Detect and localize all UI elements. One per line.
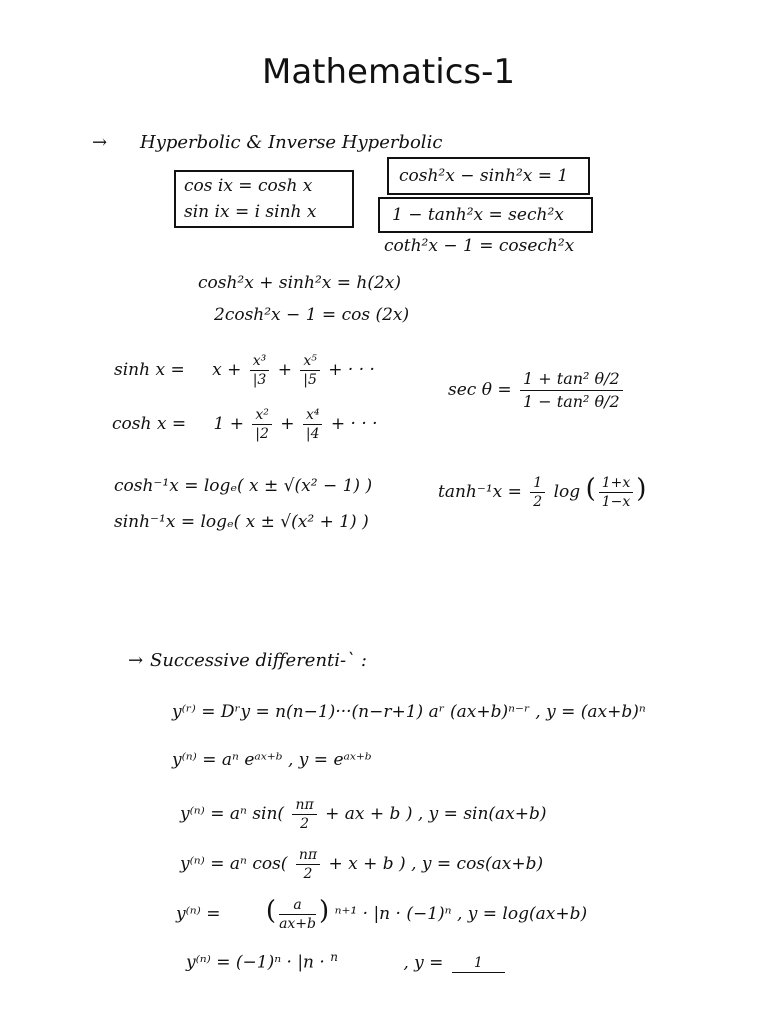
successive-eq-sin-lhs: y⁽ⁿ⁾ = aⁿ sin( <box>180 804 285 824</box>
successive-eq-log-lhs: y⁽ⁿ⁾ = <box>176 904 221 924</box>
series-cosh-lhs: cosh x = <box>112 414 187 434</box>
inverse-tanh-paren-close: ) <box>636 474 647 504</box>
successive-eq-cos-den: 2 <box>303 866 313 882</box>
successive-eq-reciprocal-rhs: , y = <box>403 952 444 973</box>
inverse-tanh-lhs: tanh⁻¹x = <box>438 482 522 502</box>
series-cosh-frac2-den: |4 <box>305 426 320 442</box>
inverse-tanh-inner-frac <box>599 474 634 511</box>
successive-eq-reciprocal-num: 1 <box>452 954 505 973</box>
identity-box-right-1 <box>387 157 590 195</box>
inverse-tanh-half <box>530 474 545 511</box>
successive-eq-reciprocal-sup: n <box>330 950 338 964</box>
series-sinh-lhs: sinh x = <box>114 360 185 380</box>
series-cosh-plus: + <box>280 414 295 434</box>
page-title: Mathematics-1 <box>262 52 516 92</box>
identity-cosh-plus-sinh: cosh²x + sinh²x = h(2x) <box>198 273 402 293</box>
identity-box-right-2 <box>378 197 593 233</box>
series-cosh-frac1-den: |2 <box>255 426 269 442</box>
series-cosh-term1: 1 + <box>213 414 244 434</box>
inverse-tanh-half-den: 2 <box>533 494 543 510</box>
successive-eq-log <box>176 896 587 933</box>
successive-eq-power: y⁽ʳ⁾ = Dʳy = n(n−1)···(n−r+1) aʳ (ax+b)ⁿ⁻ʳ , y = (ax+b)ⁿ <box>172 702 646 722</box>
series-sinh-frac2 <box>300 352 320 389</box>
series-cosh-frac1 <box>252 406 272 443</box>
successive-eq-sin-num: nπ <box>292 796 316 815</box>
inverse-tanh-inner-den: 1−x <box>601 494 631 510</box>
successive-eq-sin-den: 2 <box>300 816 310 832</box>
successive-eq-reciprocal <box>186 950 508 973</box>
series-sinh-frac1 <box>250 352 270 389</box>
inverse-tanh-inner-num: 1+x <box>599 474 634 493</box>
successive-eq-reciprocal-frac <box>452 954 505 973</box>
successive-eq-reciprocal-lhs: y⁽ⁿ⁾ = (−1)ⁿ · |n · <box>186 952 325 973</box>
series-sinh-frac1-num: x³ <box>250 352 270 371</box>
successive-eq-log-rhs: ⁿ⁺¹ · |n · (−1)ⁿ , y = log(ax+b) <box>334 904 588 924</box>
inverse-cosh-formula: cosh⁻¹x = logₑ( x ± √(x² − 1) ) <box>114 476 373 496</box>
successive-eq-log-num: a <box>279 896 316 915</box>
series-cosh-frac1-num: x² <box>252 406 272 425</box>
identity-box-left <box>174 170 354 228</box>
inverse-tanh-paren-open: ( <box>585 474 596 504</box>
successive-eq-log-paren-close: ) <box>319 896 330 926</box>
successive-eq-cos-frac <box>296 846 320 883</box>
successive-eq-sin <box>180 796 547 833</box>
inverse-sinh-formula: sinh⁻¹x = logₑ( x ± √(x² + 1) ) <box>114 512 369 532</box>
section-arrow-successive: → <box>128 650 144 671</box>
series-sinh-term1: x + <box>212 360 242 380</box>
series-cosh-frac2-num: x⁴ <box>303 406 323 425</box>
successive-eq-cos-lhs: y⁽ⁿ⁾ = aⁿ cos( <box>180 854 288 874</box>
identity-cosh-sinh: cosh²x − sinh²x = 1 <box>399 166 569 186</box>
sec-theta-frac <box>520 368 623 413</box>
identity-double-cosh: 2cosh²x − 1 = cos (2x) <box>214 305 410 325</box>
section-arrow-hyperbolic: → <box>92 132 108 153</box>
identity-cos-ix: cos ix = cosh x <box>184 176 313 196</box>
successive-eq-cos-rhs: + x + b ) , y = cos(ax+b) <box>328 854 544 874</box>
successive-eq-log-den: ax+b <box>279 916 316 932</box>
identity-sin-ix: sin ix = i sinh x <box>184 202 317 222</box>
successive-eq-exp: y⁽ⁿ⁾ = aⁿ eᵃˣ⁺ᵇ , y = eᵃˣ⁺ᵇ <box>172 750 372 770</box>
sec-theta-den: 1 − tan² θ/2 <box>523 392 620 411</box>
series-cosh-tail: + · · · <box>330 414 378 434</box>
successive-eq-log-frac <box>279 896 316 933</box>
series-cosh-frac2 <box>303 406 323 443</box>
series-sinh-frac1-den: |3 <box>252 372 267 388</box>
inverse-tanh-formula <box>438 474 646 511</box>
identity-tanh-sech: 1 − tanh²x = sech²x <box>392 205 564 225</box>
successive-eq-sin-frac <box>292 796 316 833</box>
section-heading-hyperbolic: Hyperbolic & Inverse Hyperbolic <box>140 132 443 153</box>
inverse-tanh-log: log <box>553 482 581 502</box>
series-sinh-frac2-num: x⁵ <box>300 352 320 371</box>
series-sinh <box>114 352 375 389</box>
section-heading-successive: Successive differenti-` : <box>150 650 367 671</box>
successive-eq-log-paren-open: ( <box>265 896 277 926</box>
series-sinh-plus: + <box>277 360 292 380</box>
series-cosh <box>112 406 378 443</box>
sec-theta-formula <box>448 368 626 413</box>
series-sinh-tail: + · · · <box>328 360 375 380</box>
series-sinh-frac2-den: |5 <box>303 372 317 388</box>
successive-eq-cos-num: nπ <box>296 846 320 865</box>
identity-coth-cosech: coth²x − 1 = cosech²x <box>384 236 575 256</box>
inverse-tanh-half-num: 1 <box>530 474 545 493</box>
successive-eq-cos <box>180 846 543 883</box>
successive-eq-sin-rhs: + ax + b ) , y = sin(ax+b) <box>325 804 547 824</box>
sec-theta-num: 1 + tan² θ/2 <box>520 368 623 391</box>
sec-theta-lhs: sec θ = <box>448 380 512 400</box>
